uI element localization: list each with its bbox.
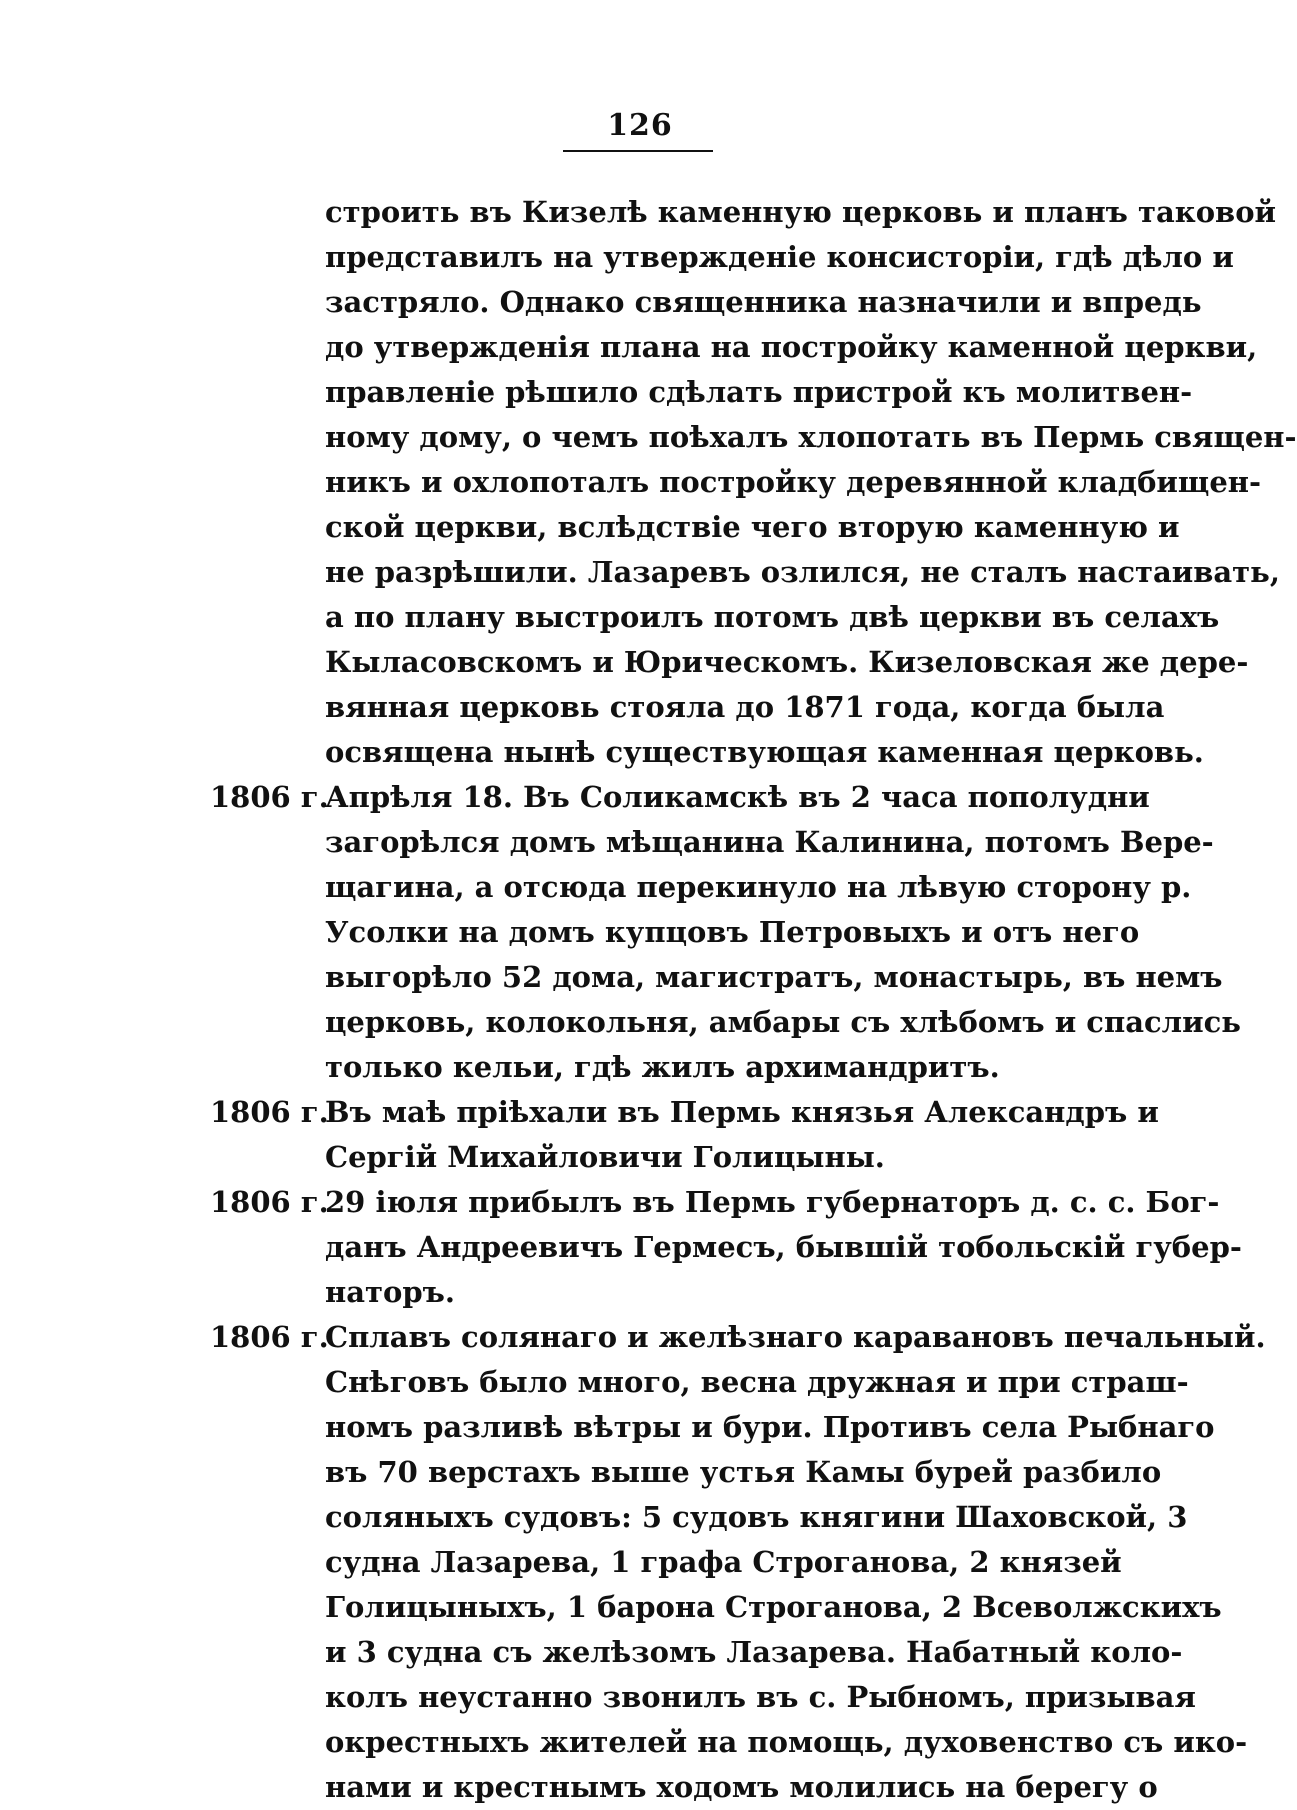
text-line: Кыласовскомъ и Юрическомъ. Кизеловская же дере-	[325, 645, 1249, 679]
chronicle-entry	[210, 775, 1241, 1090]
body-text	[210, 190, 1297, 1810]
text-line: церковь, колокольня, амбары съ хлѣбомъ и спаслись	[325, 1005, 1241, 1039]
text-line: нами и крестнымъ ходомъ молились на берегу о	[325, 1770, 1158, 1804]
entry-text	[325, 1090, 1159, 1180]
page-number-rule	[563, 150, 713, 152]
chronicle-entry	[210, 1315, 1266, 1810]
text-line: въ 70 верстахъ выше устья Камы бурей разбило	[325, 1455, 1162, 1489]
entry-year: 1806 г.	[210, 780, 329, 814]
text-line: строить въ Кизелѣ каменную церковь и планъ таковой	[325, 195, 1277, 229]
text-line: выгорѣло 52 дома, магистратъ, монастырь, въ немъ	[325, 960, 1223, 994]
text-line: загорѣлся домъ мѣщанина Калинина, потомъ Вере-	[325, 825, 1214, 859]
text-line: освящена нынѣ существующая каменная церковь.	[325, 735, 1204, 769]
text-line: а по плану выстроилъ потомъ двѣ церкви въ селахъ	[325, 600, 1220, 634]
text-line: Голицыныхъ, 1 барона Строганова, 2 Всеволжскихъ	[325, 1590, 1222, 1624]
text-line: номъ разливѣ вѣтры и бури. Противъ села Рыбнаго	[325, 1410, 1215, 1444]
text-line: Въ маѣ пріѣхали въ Пермь князья Александръ и	[325, 1095, 1159, 1129]
entry-year: 1806 г.	[210, 1185, 329, 1219]
text-line: данъ Андреевичъ Гермесъ, бывшій тобольскій губер-	[325, 1230, 1242, 1264]
text-line: Усолки на домъ купцовъ Петровыхъ и отъ него	[325, 915, 1140, 949]
entry-text	[325, 1180, 1242, 1315]
text-line: Снѣговъ было много, весна дружная и при страш-	[325, 1365, 1189, 1399]
text-line: только кельи, гдѣ жилъ архимандритъ.	[325, 1050, 1000, 1084]
page-number: 126	[607, 108, 673, 143]
chronicle-entry	[210, 1180, 1242, 1315]
text-line: щагина, а отсюда перекинуло на лѣвую сторону р.	[325, 870, 1192, 904]
entry-year: 1806 г.	[210, 1095, 329, 1129]
text-line: до утвержденія плана на постройку каменной церкви,	[325, 330, 1258, 364]
text-line: ской церкви, вслѣдствіе чего вторую каменную и	[325, 510, 1180, 544]
entry-text	[325, 1315, 1266, 1810]
text-line: Апрѣля 18. Въ Соликамскѣ въ 2 часа пополудни	[325, 780, 1150, 814]
text-line: правленіе рѣшило сдѣлать пристрой къ молитвен-	[325, 375, 1193, 409]
entry-text	[325, 775, 1241, 1090]
text-line: Сергій Михайловичи Голицыны.	[325, 1140, 885, 1174]
text-line: колъ неустанно звонилъ въ с. Рыбномъ, призывая	[325, 1680, 1196, 1714]
text-line: застряло. Однако священника назначили и впредь	[325, 285, 1202, 319]
text-line: никъ и охлопоталъ постройку деревянной кладбищен-	[325, 465, 1262, 499]
text-line: не разрѣшили. Лазаревъ озлился, не сталъ настаивать,	[325, 555, 1280, 589]
text-line: судна Лазарева, 1 графа Строганова, 2 князей	[325, 1545, 1122, 1579]
text-line: вянная церковь стояла до 1871 года, когда была	[325, 690, 1165, 724]
text-line: Сплавъ солянаго и желѣзнаго каравановъ печальный.	[325, 1320, 1266, 1354]
text-line: окрестныхъ жителей на помощь, духовенство съ ико-	[325, 1725, 1248, 1759]
entry-year: 1806 г.	[210, 1320, 329, 1354]
continued-paragraph	[325, 190, 1297, 775]
text-line: 29 іюля прибылъ въ Пермь губернаторъ д. с. с. Бог-	[325, 1185, 1220, 1219]
text-line: наторъ.	[325, 1275, 455, 1309]
text-line: представилъ на утвержденіе консисторіи, гдѣ дѣло и	[325, 240, 1234, 274]
text-line: и 3 судна съ желѣзомъ Лазарева. Набатный коло-	[325, 1635, 1183, 1669]
text-line: соляныхъ судовъ: 5 судовъ княгини Шаховской, 3	[325, 1500, 1188, 1534]
chronicle-entry	[210, 1090, 1159, 1180]
text-line: ному дому, о чемъ поѣхалъ хлопотать въ Пермь священ-	[325, 420, 1297, 454]
